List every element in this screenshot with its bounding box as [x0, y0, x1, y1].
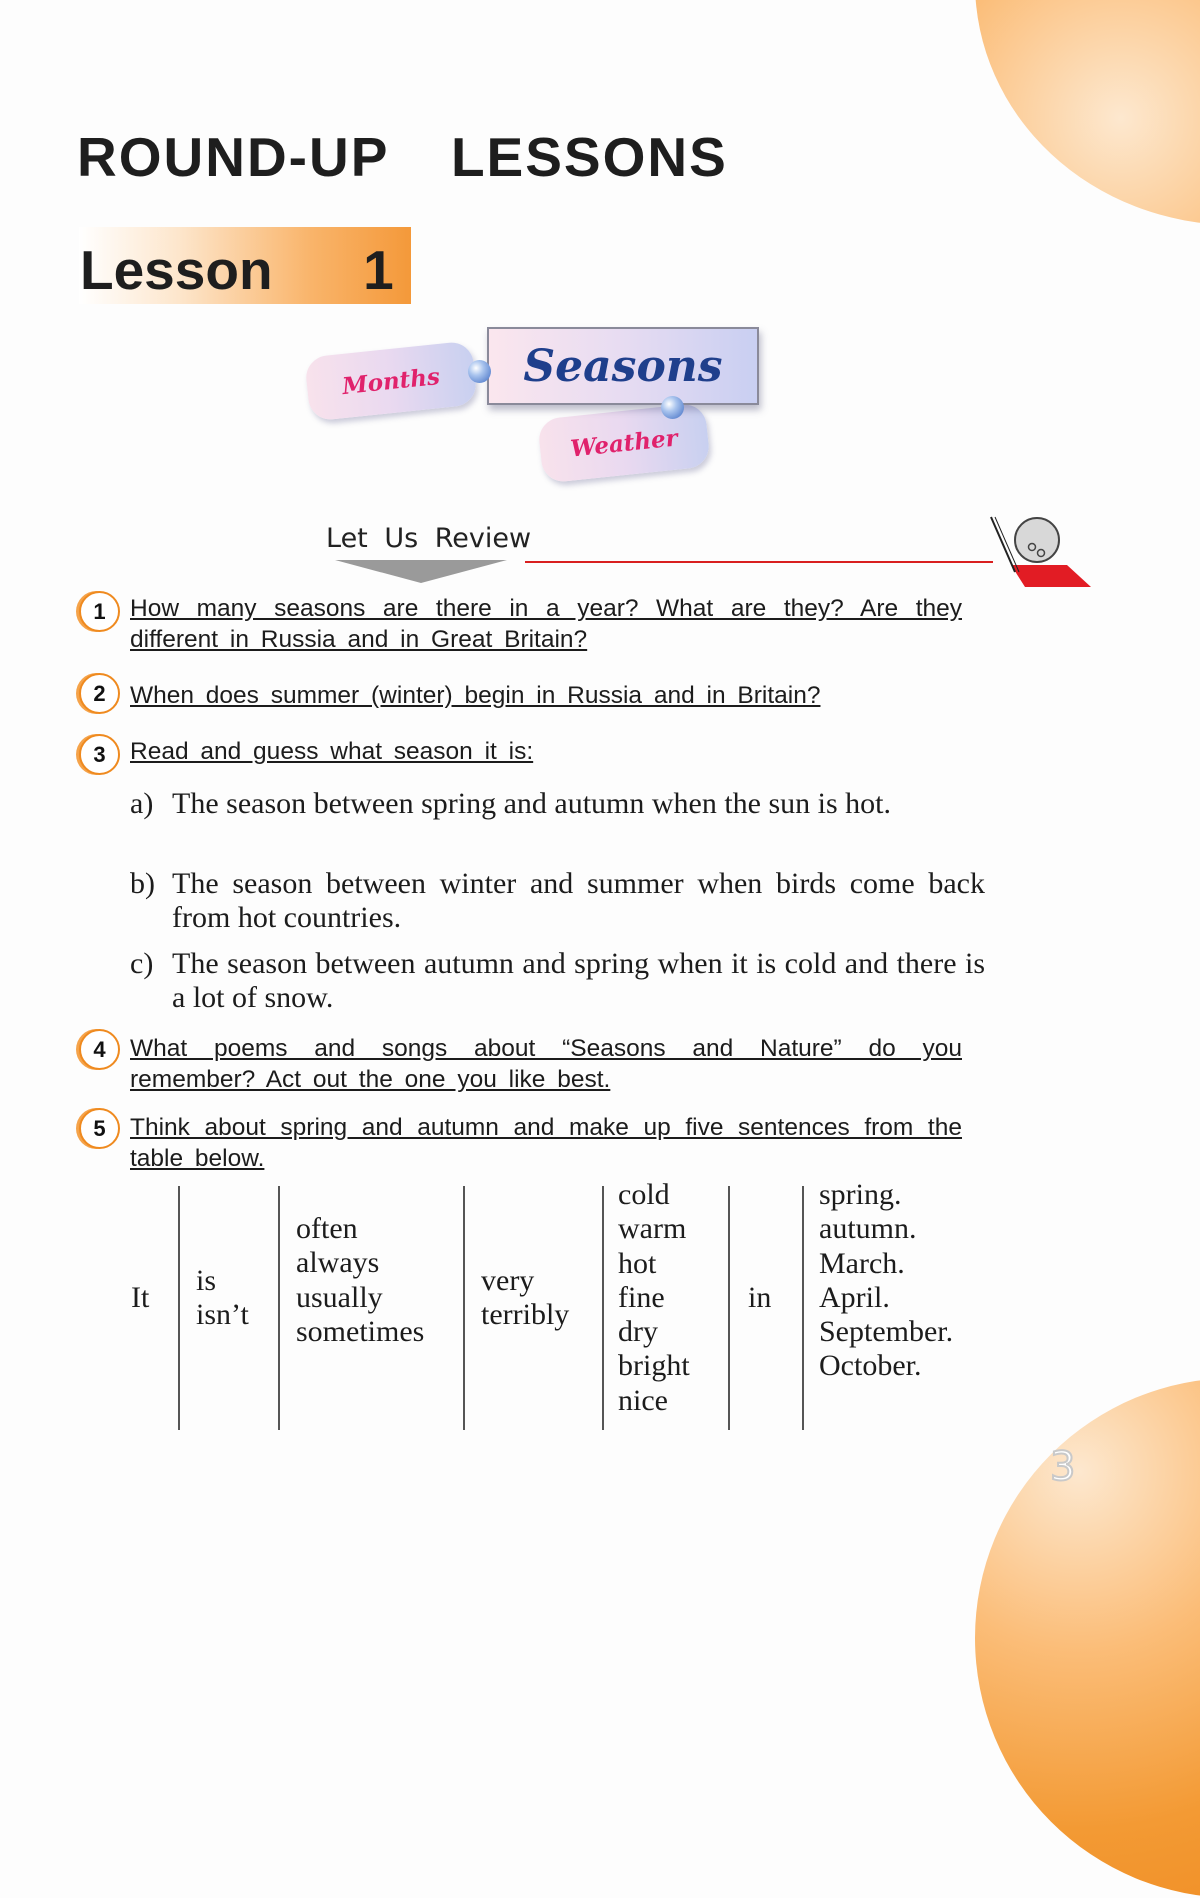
question-text: How many seasons are there in a year? What are they? Are they different in Russia and in Great Britain?	[130, 595, 962, 653]
table-cell: is	[196, 1264, 217, 1297]
table-cell: warm	[618, 1212, 687, 1246]
corner-decoration-top	[975, 0, 1200, 225]
review-pointer	[335, 560, 507, 583]
table-cell: spring.	[819, 1178, 902, 1211]
seasons-box: Seasons	[487, 327, 759, 405]
question-text: When does summer (winter) begin in Russia and in Britain?	[130, 682, 821, 709]
review-heading: Let Us Review	[326, 523, 532, 554]
table-column	[481, 1264, 569, 1333]
table-cell: bright	[618, 1349, 690, 1383]
months-bubble: Months	[304, 340, 478, 421]
table-cell: October.	[819, 1349, 922, 1383]
table-column	[196, 1264, 249, 1333]
table-cell: terribly	[481, 1298, 570, 1332]
question-text: Think about spring and autumn and make up five sentences from the table below.	[130, 1114, 962, 1172]
table-divider	[278, 1186, 280, 1430]
weather-bubble: Weather	[537, 402, 711, 483]
connector-ball-bottom	[661, 396, 684, 419]
table-column	[819, 1178, 953, 1384]
table-divider	[728, 1186, 730, 1430]
option-text: The season between spring and autumn when the sun is hot.	[172, 787, 892, 820]
table-column	[296, 1212, 424, 1349]
question-number: 2	[79, 673, 120, 714]
page-number: 3	[1050, 1444, 1076, 1490]
answer-option	[130, 947, 985, 1015]
option-letter: a)	[130, 787, 154, 820]
table-cell: September.	[819, 1315, 954, 1349]
table-cell: hot	[618, 1246, 657, 1280]
question-text: What poems and songs about “Seasons and Nature” do you remember? Act out the one you like best.	[130, 1035, 962, 1093]
table-column	[131, 1281, 149, 1315]
table-cell: usually	[296, 1280, 383, 1314]
table-cell: April.	[819, 1280, 890, 1314]
question-number: 5	[79, 1108, 120, 1149]
table-cell: cold	[618, 1178, 670, 1211]
table-cell: sometimes	[296, 1314, 425, 1348]
question-number: 4	[79, 1029, 120, 1070]
table-column	[748, 1281, 771, 1315]
question-number: 1	[79, 591, 120, 632]
option-text: The season between winter and summer when birds come back from hot countries.	[172, 867, 985, 934]
review-divider	[525, 561, 993, 563]
option-letter: b)	[130, 867, 155, 900]
table-cell: dry	[618, 1315, 658, 1349]
table-cell: in	[748, 1281, 772, 1314]
answer-option	[130, 787, 985, 821]
question-number: 3	[79, 734, 120, 775]
magnifier-icon	[985, 515, 1095, 590]
table-divider	[802, 1186, 804, 1430]
table-cell: It	[131, 1281, 150, 1314]
question-text: Read and guess what season it is:	[130, 738, 534, 765]
table-cell: March.	[819, 1246, 905, 1280]
table-divider	[178, 1186, 180, 1430]
table-cell: often	[296, 1212, 358, 1245]
table-cell: nice	[618, 1383, 668, 1417]
table-cell: autumn.	[819, 1212, 917, 1246]
lesson-title: Lesson 1	[80, 239, 394, 301]
option-letter: c)	[130, 947, 154, 980]
table-cell: fine	[618, 1280, 665, 1314]
page-title: ROUND-UP LESSONS	[77, 126, 728, 188]
table-column	[618, 1178, 690, 1418]
table-divider	[463, 1186, 465, 1430]
corner-decoration-bottom	[975, 1378, 1200, 1898]
table-cell: very	[481, 1264, 535, 1297]
connector-ball-left	[468, 360, 491, 383]
option-text: The season between autumn and spring when it is cold and there is a lot of snow.	[172, 947, 985, 1014]
answer-option	[130, 867, 985, 935]
table-divider	[602, 1186, 604, 1430]
table-cell: always	[296, 1246, 380, 1280]
table-cell: isn’t	[196, 1298, 249, 1332]
